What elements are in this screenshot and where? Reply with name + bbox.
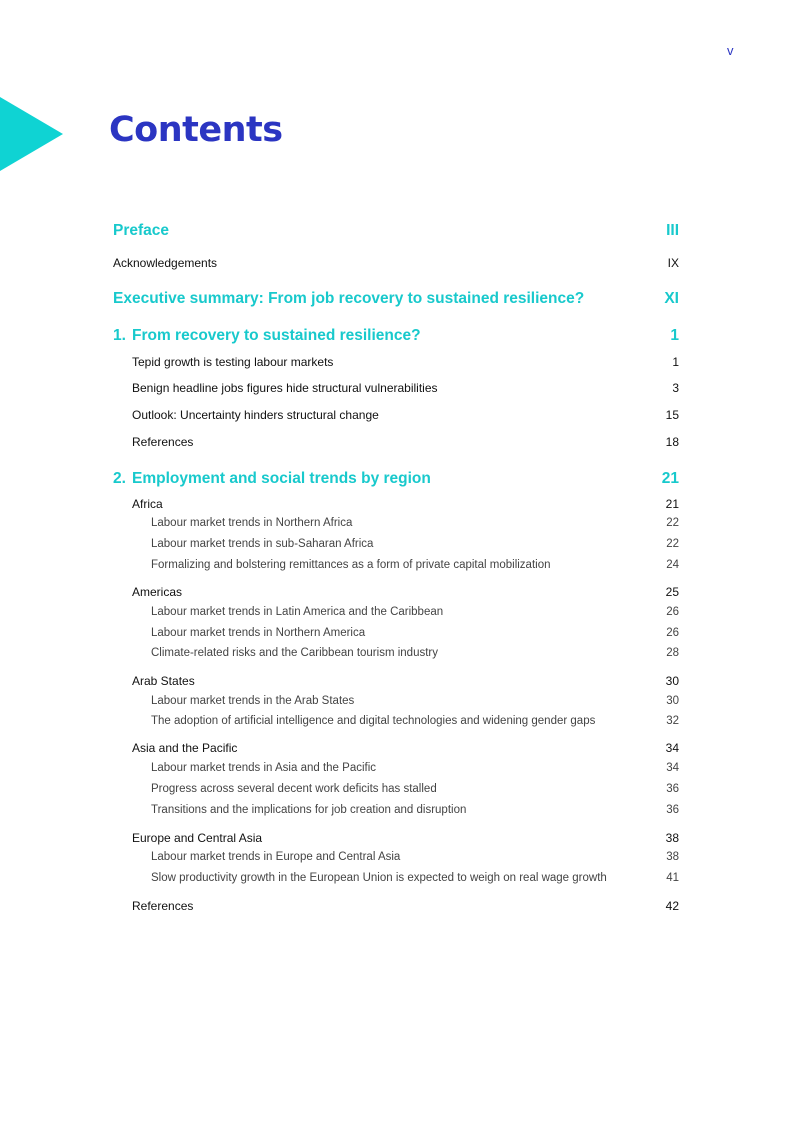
toc-entry[interactable] <box>0 899 793 919</box>
toc-entry[interactable] <box>0 783 793 803</box>
toc-page-number: 28 <box>666 647 679 659</box>
toc-page-number: 24 <box>666 559 679 571</box>
toc-entry[interactable] <box>0 695 793 715</box>
toc-entry[interactable] <box>0 804 793 824</box>
toc-entry-label <box>151 783 437 795</box>
toc-entry-text: Labour market trends in Latin America and the Caribbean <box>151 606 444 618</box>
toc-page-number: 38 <box>666 851 679 863</box>
toc-entry[interactable] <box>0 256 793 276</box>
toc-entry-text: Formalizing and bolstering remittances as a form of private capital mobilization <box>151 559 551 571</box>
toc-entry[interactable] <box>0 715 793 735</box>
toc-page-number: 18 <box>665 435 679 449</box>
toc-entry[interactable] <box>0 606 793 626</box>
toc-entry-text: Outlook: Uncertainty hinders structural change <box>132 408 379 422</box>
toc-entry-text: Benign headline jobs figures hide structural vulnerabilities <box>132 381 438 395</box>
toc-entry-label <box>151 872 607 884</box>
toc-entry[interactable] <box>0 872 793 892</box>
toc-entry-text: Employment and social trends by region <box>132 470 431 487</box>
toc-entry-text: Europe and Central Asia <box>132 831 263 845</box>
toc-entry-label <box>132 355 333 369</box>
toc-entry-label <box>132 497 163 511</box>
toc-entry-label <box>113 222 169 240</box>
toc-entry-text: Americas <box>132 585 183 599</box>
toc-entry[interactable] <box>0 470 793 490</box>
toc-entry-text: Labour market trends in Europe and Central Asia <box>151 851 401 863</box>
toc-entry-label <box>113 327 421 345</box>
toc-entry-label <box>113 256 217 270</box>
toc-entry[interactable] <box>0 517 793 537</box>
toc-entry-text: Slow productivity growth in the European Union is expected to weigh on real wage growth <box>151 872 607 884</box>
toc-entry-text: Transitions and the implications for job creation and disruption <box>151 804 467 816</box>
toc-entry[interactable] <box>0 851 793 871</box>
toc-entry-text: Preface <box>113 222 170 239</box>
toc-entry-label <box>132 831 262 845</box>
toc-entry[interactable] <box>0 435 793 455</box>
toc-page-number: 21 <box>661 470 679 487</box>
toc-page-number: 22 <box>666 517 679 529</box>
toc-page-number: XI <box>664 290 679 307</box>
toc-entry-text: Labour market trends in the Arab States <box>151 695 355 707</box>
toc-entry-text: Asia and the Pacific <box>132 741 238 755</box>
toc-page-number: 26 <box>666 606 679 618</box>
toc-entry-label <box>151 762 376 774</box>
toc-page-number: 22 <box>666 538 679 550</box>
toc-page-number: III <box>666 222 679 239</box>
toc-page-number: 30 <box>665 674 679 688</box>
toc-entry[interactable] <box>0 327 793 347</box>
toc-entry[interactable] <box>0 355 793 375</box>
chapter-number: 1. <box>113 327 126 344</box>
toc-page-number: 38 <box>665 831 679 845</box>
toc-entry-text: Tepid growth is testing labour markets <box>132 355 334 369</box>
toc-entry[interactable] <box>0 831 793 851</box>
toc-entry-text: Labour market trends in Asia and the Pacific <box>151 762 377 774</box>
toc-page-number: 34 <box>665 741 679 755</box>
toc-entry[interactable] <box>0 762 793 782</box>
toc-entry[interactable] <box>0 559 793 579</box>
toc-entry-label <box>132 408 379 422</box>
toc-page-number: 15 <box>665 408 679 422</box>
page-number: v <box>727 43 734 58</box>
toc-page-number: 34 <box>666 762 679 774</box>
toc-entry-label <box>151 517 352 529</box>
toc-entry[interactable] <box>0 647 793 667</box>
toc-entry-label <box>151 647 438 659</box>
toc-page-number: 30 <box>666 695 679 707</box>
toc-entry-label <box>151 627 365 639</box>
toc-entry[interactable] <box>0 497 793 517</box>
toc-page-number: 3 <box>672 381 679 395</box>
toc-page-number: 42 <box>665 899 679 913</box>
toc-page-number: IX <box>667 256 679 270</box>
toc-entry-text: From recovery to sustained resilience? <box>132 327 421 344</box>
toc-entry[interactable] <box>0 290 793 310</box>
toc-entry-label <box>113 470 431 488</box>
toc-entry-text: Climate-related risks and the Caribbean tourism industry <box>151 647 438 659</box>
toc-page-number: 32 <box>666 715 679 727</box>
toc-entry-text: The adoption of artificial intelligence and digital technologies and widening gender gaps <box>151 715 596 727</box>
toc-entry-text: Labour market trends in sub-Saharan Africa <box>151 538 374 550</box>
toc-page-number: 26 <box>666 627 679 639</box>
toc-entry-label <box>151 695 354 707</box>
toc-entry[interactable] <box>0 538 793 558</box>
toc-entry[interactable] <box>0 381 793 401</box>
page-title: Contents <box>109 110 283 150</box>
toc-entry-label <box>132 741 237 755</box>
toc-entry-label <box>132 381 438 395</box>
toc-page-number: 25 <box>665 585 679 599</box>
toc-entry[interactable] <box>0 741 793 761</box>
toc-page-number: 36 <box>666 804 679 816</box>
toc-page-number: 41 <box>666 872 679 884</box>
toc-entry-text: Labour market trends in Northern America <box>151 627 366 639</box>
toc-entry[interactable] <box>0 627 793 647</box>
toc-entry-label <box>151 715 595 727</box>
toc-entry-text: Acknowledgements <box>113 256 218 270</box>
toc-entry-label <box>132 674 195 688</box>
toc-entry-label <box>132 585 182 599</box>
toc-entry-text: Labour market trends in Northern Africa <box>151 517 353 529</box>
toc-page-number: 21 <box>665 497 679 511</box>
toc-entry-label <box>151 538 373 550</box>
toc-entry-label <box>132 435 193 449</box>
toc-entry-text: References <box>132 435 194 449</box>
toc-page-number: 36 <box>666 783 679 795</box>
toc-entry-label <box>151 559 551 571</box>
toc-entry[interactable] <box>0 674 793 694</box>
chapter-number: 2. <box>113 470 126 487</box>
toc-entry[interactable] <box>0 222 793 242</box>
toc-entry-text: References <box>132 899 194 913</box>
toc-entry-text: Africa <box>132 497 163 511</box>
toc-page-number: 1 <box>670 327 679 344</box>
toc-entry[interactable] <box>0 408 793 428</box>
triangle-decoration <box>0 97 63 171</box>
toc-entry[interactable] <box>0 585 793 605</box>
toc-entry-label <box>151 851 400 863</box>
toc-entry-label <box>113 290 584 308</box>
toc-entry-label <box>132 899 193 913</box>
toc-entry-text: Progress across several decent work deficits has stalled <box>151 783 437 795</box>
toc-entry-text: Executive summary: From job recovery to sustained resilience? <box>113 290 585 307</box>
toc-page-number: 1 <box>672 355 679 369</box>
toc-entry-label <box>151 606 443 618</box>
toc-entry-label <box>151 804 466 816</box>
toc-entry-text: Arab States <box>132 674 195 688</box>
